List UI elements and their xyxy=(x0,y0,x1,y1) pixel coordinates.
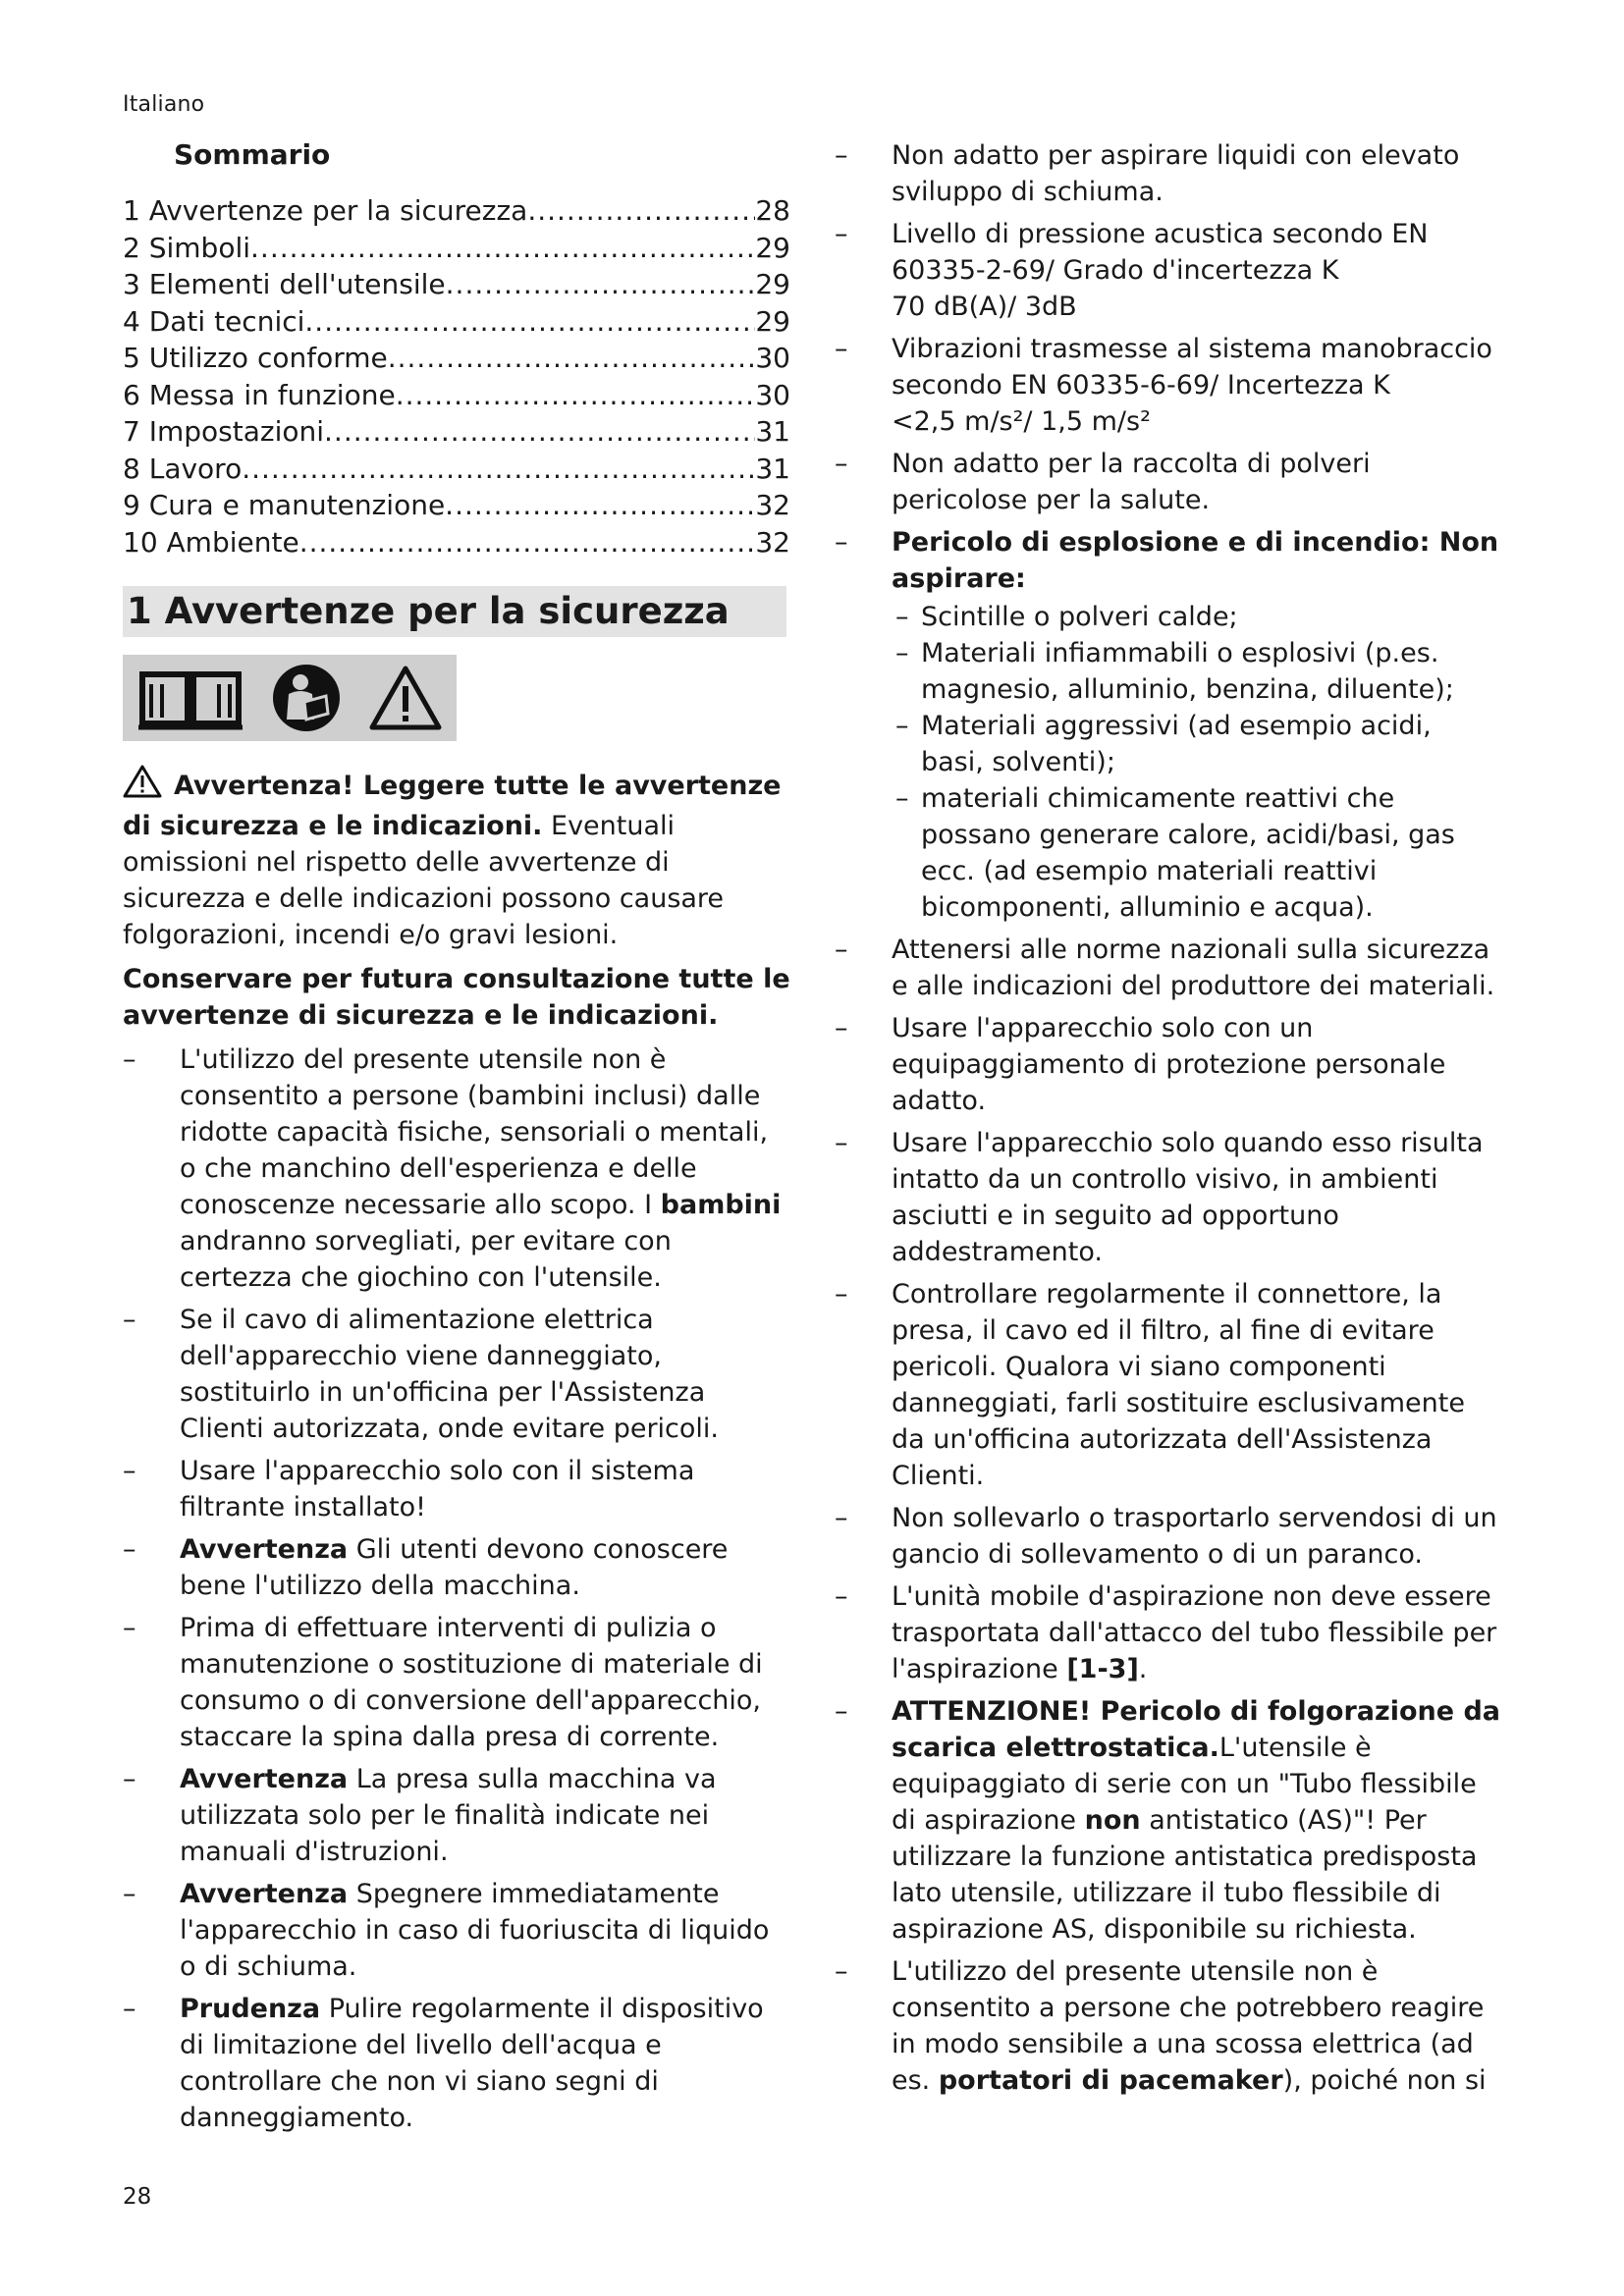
toc-leader xyxy=(445,487,755,524)
warning-body: Eventuali omissioni nel rispetto delle avvertenze di sicurezza e delle indicazioni possono causare folgorazioni, incendi e/o gravi lesioni. xyxy=(123,811,725,950)
toc-entry-page: 30 xyxy=(755,378,790,411)
list-item: – Usare l'apparecchio solo quando esso risulta intatto da un controllo visivo, in ambienti asciutti e in seguito ad opportuno addestramento. xyxy=(835,1128,1484,1267)
item-emphasis: Avvertenza xyxy=(180,1879,349,1909)
item-text: Scintille o polveri calde; xyxy=(921,602,1238,632)
list-item: – Avvertenza Gli utenti devono conoscere bene l'utilizzo della macchina. xyxy=(123,1534,729,1601)
item-emphasis: Prudenza xyxy=(180,1994,321,2024)
item-text: L'utilizzo del presente utensile non è consentito a persone che potrebbero reagire in modo sensibile a una scossa elettrica (ad es. xyxy=(892,1956,1485,2096)
item-text: Pulire regolarmente il dispositivo di limitazione del livello dell'acqua e controllare che non vi siano segni di danneggiamento. xyxy=(180,1994,764,2133)
item-text: Usare l'apparecchio solo quando esso risulta intatto da un controllo visivo, in ambienti asciutti e in seguito ad opportuno addestramento. xyxy=(892,1128,1484,1267)
toc-entry[interactable] xyxy=(123,340,790,377)
toc-entry[interactable] xyxy=(123,303,790,341)
item-text: L'unità mobile d'aspirazione non deve essere trasportata dall'attacco del tubo flessibile per l'aspirazione xyxy=(892,1581,1497,1684)
toc-entry[interactable] xyxy=(123,266,790,303)
toc-entry-page: 31 xyxy=(755,452,790,485)
toc-leader xyxy=(324,413,755,451)
list-item: – Livello di pressione acustica secondo EN 60335-2-69/ Grado d'incertezza K 70 dB(A)/ 3dB xyxy=(835,219,1429,322)
item-emphasis: bambini xyxy=(660,1190,782,1220)
sub-list-item: – materiali chimicamente reattivi che possano generare calore, acidi/basi, gas ecc. (ad esempio materiali reattivi bicomponenti, alluminio e acqua). xyxy=(895,783,1455,923)
toc-entry-label: 1 Avvertenze per la sicurezza xyxy=(123,194,528,227)
item-text: andranno sorvegliati, per evitare con certezza che giochino con l'utensile. xyxy=(180,1226,672,1293)
item-text: L'utensile è equipaggiato di serie con un "Tubo flessibile di aspirazione xyxy=(892,1733,1477,1836)
toc-entry[interactable] xyxy=(123,487,790,524)
item-text: Spegnere immediatamente l'apparecchio in caso di fuoriuscita di liquido o di schiuma. xyxy=(180,1879,770,1982)
item-text: Non adatto per aspirare liquidi con elevato sviluppo di schiuma. xyxy=(892,140,1460,207)
list-item: – L'unità mobile d'aspirazione non deve essere trasportata dall'attacco del tubo flessibile per l'aspirazione [1-3]. xyxy=(835,1581,1497,1684)
item-emphasis: Avvertenza xyxy=(180,1764,349,1794)
figure-reference: [1-3] xyxy=(1066,1654,1139,1684)
item-text: antistatico (AS)"! Per utilizzare la funzione antistatica predisposta lato utensile, utilizzare il tubo flessibile di aspirazione AS, disponibile su richiesta. xyxy=(892,1805,1478,1945)
item-text: Materiali aggressivi (ad esempio acidi, basi, solventi); xyxy=(921,711,1432,777)
toc-entry[interactable] xyxy=(123,451,790,488)
item-text: Gli utenti devono conoscere bene l'utilizzo della macchina. xyxy=(180,1534,729,1601)
toc-entry-page: 30 xyxy=(755,342,790,374)
page-number: 28 xyxy=(123,2184,152,2210)
toc-entry-label: 6 Messa in funzione xyxy=(123,378,396,411)
list-item: – Vibrazioni trasmesse al sistema manobraccio secondo EN 60335-6-69/ Incertezza K <2,5 m/s²/ 1,5 m/s² xyxy=(835,334,1492,437)
safety-icon-bar xyxy=(123,655,457,741)
list-item: – Avvertenza La presa sulla macchina va utilizzata solo per le finalità indicate nei manuali d'istruzioni. xyxy=(123,1764,717,1867)
section-heading: 1 Avvertenze per la sicurezza xyxy=(123,586,786,637)
toc-entry-label: 8 Lavoro xyxy=(123,452,243,485)
item-emphasis: Avvertenza xyxy=(180,1534,349,1565)
item-text: Usare l'apparecchio solo con il sistema filtrante installato! xyxy=(180,1456,695,1522)
toc-entry-page: 29 xyxy=(755,304,790,338)
item-text: Vibrazioni trasmesse al sistema manobraccio secondo EN 60335-6-69/ Incertezza K xyxy=(892,334,1492,400)
list-item: – Non adatto per la raccolta di polveri pericolose per la salute. xyxy=(835,449,1371,515)
item-text: Controllare regolarmente il connettore, la presa, il cavo ed il filtro, al fine di evitare pericoli. Qualora vi siano componenti danneggiati, farli sostituire esclusivamente da un'officina autorizzata dell'Assistenza Clienti. xyxy=(892,1279,1465,1491)
toc-leader xyxy=(527,192,755,230)
item-text: . xyxy=(1138,1654,1148,1684)
item-text: Se il cavo di alimentazione elettrica dell'apparecchio viene danneggiato, sostituirlo in un'officina per l'Assistenza Clienti autorizzata, onde evitare pericoli. xyxy=(180,1305,719,1444)
item-emphasis: non xyxy=(1084,1805,1141,1836)
item-text: L'utilizzo del presente utensile non è consentito a persone (bambini inclusi) dalle ridotte capacità fisiche, sensoriali o mentali, o che manchino dell'esperienza e delle conoscenze necessarie allo scopo. I xyxy=(180,1044,769,1220)
sub-list-item: – Materiali infiammabili o esplosivi (p.es. magnesio, alluminio, benzina, diluente); xyxy=(895,638,1454,705)
left-column xyxy=(123,137,790,2142)
toc-entry[interactable] xyxy=(123,524,790,561)
vibration-value: <2,5 m/s²/ 1,5 m/s² xyxy=(892,406,1151,437)
item-text: Materiali infiammabili o esplosivi (p.es. magnesio, alluminio, benzina, diluente); xyxy=(921,638,1454,705)
toc-leader xyxy=(299,524,756,561)
item-text: Prima di effettuare interventi di pulizia o manutenzione o sostituzione di materiale di consumo o di conversione dell'apparecchio, staccare la spina dalla presa di corrente. xyxy=(180,1613,763,1752)
list-item: – Non adatto per aspirare liquidi con elevato sviluppo di schiuma. xyxy=(835,140,1460,207)
toc-title: Sommario xyxy=(174,138,331,171)
item-emphasis: Pericolo di esplosione e di incendio: Non aspirare: xyxy=(892,527,1499,594)
item-text: Attenersi alle norme nazionali sulla sicurezza e alle indicazioni del produttore dei materiali. xyxy=(892,934,1495,1001)
item-emphasis: portatori di pacemaker xyxy=(938,2065,1283,2096)
toc-leader xyxy=(304,303,755,341)
item-text: Non sollevarlo o trasportarlo servendosi di un gancio di sollevamento o di un paranco. xyxy=(892,1503,1497,1570)
toc-list xyxy=(123,192,790,561)
toc-entry[interactable] xyxy=(123,377,790,414)
list-item: – Controllare regolarmente il connettore, la presa, il cavo ed il filtro, al fine di evitare pericoli. Qualora vi siano componenti danneggiati, farli sostituire esclusivamente da un'officina autorizzata dell'Assistenza Clienti. xyxy=(835,1279,1465,1491)
language-header: Italiano xyxy=(123,92,205,117)
toc-entry-label: 5 Utilizzo conforme xyxy=(123,342,388,374)
item-text: Livello di pressione acustica secondo EN 60335-2-69/ Grado d'incertezza K xyxy=(892,219,1429,286)
toc-leader xyxy=(446,266,756,303)
read-manual-icon xyxy=(271,663,342,733)
list-item: – Usare l'apparecchio solo con un equipaggiamento di protezione personale adatto. xyxy=(835,1013,1446,1116)
manual-book-icon xyxy=(136,665,244,731)
item-text: materiali chimicamente reattivi che possano generare calore, acidi/basi, gas ecc. (ad esempio materiali reattivi bicomponenti, alluminio e acqua). xyxy=(921,783,1455,923)
item-emphasis: ATTENZIONE! Pericolo di folgorazione da scarica elettrostatica. xyxy=(892,1696,1500,1763)
safety-warning-paragraph xyxy=(123,765,790,953)
list-item: – Attenersi alle norme nazionali sulla sicurezza e alle indicazioni del produttore dei materiali. xyxy=(835,934,1495,1001)
noise-level-value: 70 dB(A)/ 3dB xyxy=(892,292,1077,322)
list-item: – Avvertenza Spegnere immediatamente l'apparecchio in caso di fuoriuscita di liquido o di schiuma. xyxy=(123,1879,770,1982)
toc-leader xyxy=(396,377,756,414)
warning-triangle-icon xyxy=(368,665,443,731)
warning-lead: Avvertenza! Leggere tutte le avvertenze di sicurezza e le indicazioni. xyxy=(123,771,782,841)
keep-instructions-notice: Conservare per futura consultazione tutte le avvertenze di sicurezza e le indicazioni. xyxy=(123,964,790,1031)
toc-entry-label: 10 Ambiente xyxy=(123,525,299,559)
toc-entry[interactable] xyxy=(123,192,790,230)
list-item: – Se il cavo di alimentazione elettrica dell'apparecchio viene danneggiato, sostituirlo in un'officina per l'Assistenza Clienti autorizzata, onde evitare pericoli. xyxy=(123,1305,719,1444)
toc-entry[interactable] xyxy=(123,230,790,267)
toc-entry-page: 29 xyxy=(755,231,790,264)
item-text: Non adatto per la raccolta di polveri pericolose per la salute. xyxy=(892,449,1371,515)
sub-list-item: – Scintille o polveri calde; xyxy=(895,602,1238,632)
warning-triangle-icon xyxy=(123,765,162,808)
item-text: Usare l'apparecchio solo con un equipaggiamento di protezione personale adatto. xyxy=(892,1013,1446,1116)
list-item: – ATTENZIONE! Pericolo di folgorazione da scarica elettrostatica.L'utensile è equipaggiato di serie con un "Tubo flessibile di aspirazione non antistatico (AS)"! Per utilizzare la funzione antistatica predisposta lato utensile, utilizzare il tubo flessibile di aspirazione AS, disponibile su richiesta. xyxy=(835,1696,1500,1945)
toc-leader xyxy=(242,451,755,488)
toc-entry-page: 32 xyxy=(755,525,790,559)
toc-leader xyxy=(388,340,756,377)
toc-entry-page: 29 xyxy=(755,268,790,300)
item-text: ), poiché non si xyxy=(1282,2065,1487,2096)
toc-entry-page: 32 xyxy=(755,489,790,521)
list-item: – L'utilizzo del presente utensile non è consentito a persone che potrebbero reagire in modo sensibile a una scossa elettrica (ad es. portatori di pacemaker), poiché non si xyxy=(835,1956,1487,2096)
list-item: – Prima di effettuare interventi di pulizia o manutenzione o sostituzione di materiale di consumo o di conversione dell'apparecchio, staccare la spina dalla presa di corrente. xyxy=(123,1613,763,1752)
list-item: – Prudenza Pulire regolarmente il dispositivo di limitazione del livello dell'acqua e controllare che non vi siano segni di danneggiamento. xyxy=(123,1994,764,2133)
list-item: – L'utilizzo del presente utensile non è consentito a persone (bambini inclusi) dalle ridotte capacità fisiche, sensoriali o mentali, o che manchino dell'esperienza e delle conoscenze necessarie allo scopo. I bambini andranno sorvegliati, per evitare con certezza che giochino con l'utensile. xyxy=(123,1044,782,1293)
toc-entry-label: 4 Dati tecnici xyxy=(123,304,305,338)
list-item: – Pericolo di esplosione e di incendio: Non aspirare: xyxy=(835,527,1499,594)
toc-entry-label: 9 Cura e manutenzione xyxy=(123,489,446,521)
toc-entry-page: 28 xyxy=(755,194,790,227)
sub-list-item: – Materiali aggressivi (ad esempio acidi, basi, solventi); xyxy=(895,711,1432,777)
right-column xyxy=(835,137,1502,2105)
toc-entry[interactable] xyxy=(123,413,790,451)
toc-entry-label: 2 Simboli xyxy=(123,231,251,264)
list-item: – Usare l'apparecchio solo con il sistema filtrante installato! xyxy=(123,1456,695,1522)
item-text: La presa sulla macchina va utilizzata solo per le finalità indicate nei manuali d'istruzioni. xyxy=(180,1764,717,1867)
list-item: – Non sollevarlo o trasportarlo servendosi di un gancio di sollevamento o di un paranco. xyxy=(835,1503,1497,1570)
toc-entry-label: 7 Impostazioni xyxy=(123,415,325,448)
toc-entry-label: 3 Elementi dell'utensile xyxy=(123,268,446,300)
toc-entry-page: 31 xyxy=(755,415,790,448)
toc-leader xyxy=(250,230,755,267)
